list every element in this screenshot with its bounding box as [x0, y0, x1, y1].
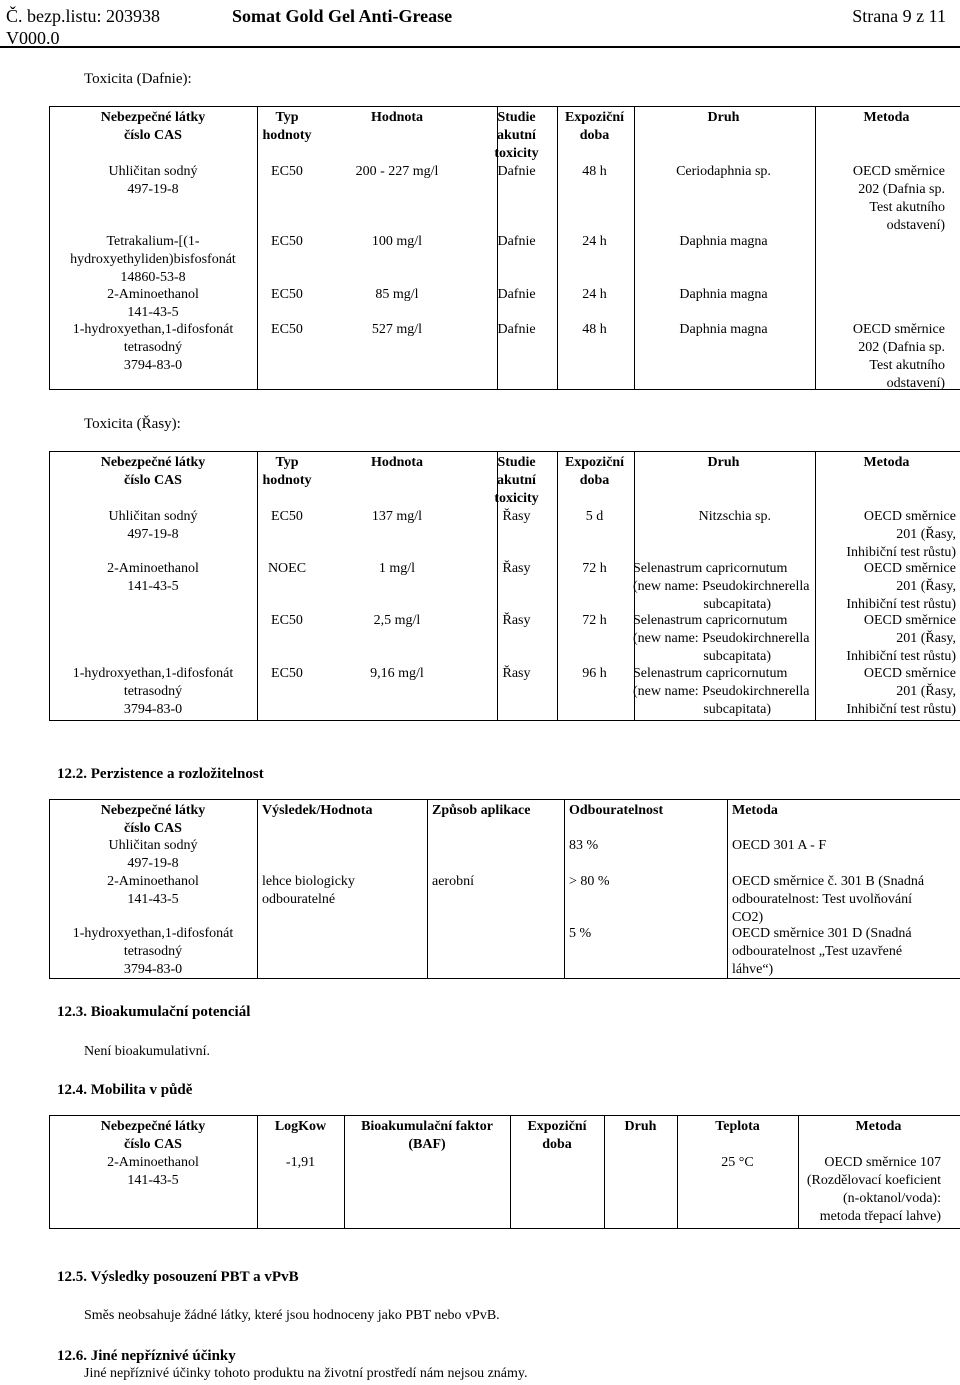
header-method: Metoda — [855, 1119, 902, 1134]
section-title-rasy: Toxicita (Řasy): — [84, 416, 181, 432]
table-cell: Řasy — [502, 666, 531, 681]
product-name: Somat Gold Gel Anti-Grease — [232, 6, 453, 26]
header-type: Typ hodnoty — [262, 110, 312, 143]
document-header — [0, 0, 960, 48]
header-type: Typ hodnoty — [262, 455, 312, 488]
table-cell: 83 % — [569, 838, 599, 853]
table-cell: 85 mg/l — [375, 287, 419, 302]
substance-cell: Uhličitan sodný 497-19-8 — [108, 164, 198, 197]
table-cell: Řasy — [502, 509, 531, 524]
section-title-bioaccumulation: 12.3. Bioakumulační potenciál — [57, 1004, 251, 1020]
substance-cell: 1-hydroxyethan,1-difosfonát tetrasodný 3794-83-0 — [72, 926, 234, 977]
table-cell-method: OECD směrnice 107 (Rozdělovací koeficient (n-oktanol/voda): metoda třepací lahve) — [806, 1155, 941, 1224]
table-cell: Řasy — [502, 561, 531, 576]
table-cell-method: OECD směrnice 201 (Řasy, Inhibiční test růstu) — [846, 561, 956, 612]
header-substance: Nebezpečné látky číslo CAS — [100, 455, 206, 488]
table-cell: Ceriodaphnia sp. — [676, 164, 771, 179]
table-cell-result: lehce biologicky odbouratelné — [262, 874, 355, 907]
header-application: Způsob aplikace — [432, 803, 531, 818]
header-logkow: LogKow — [274, 1119, 327, 1134]
substance-cell: Uhličitan sodný 497-19-8 — [108, 838, 198, 871]
header-method: Metoda — [732, 803, 778, 818]
table-cell: 48 h — [582, 164, 607, 179]
table-cell: OECD 301 A - F — [732, 838, 827, 853]
header-substance: Nebezpečné látky číslo CAS — [100, 110, 206, 143]
table-cell: 48 h — [582, 322, 607, 337]
table-cell: 96 h — [582, 666, 607, 681]
table-cell-method: OECD směrnice 301 D (Snadná odbouratelnost „Test uzavřené láhve“) — [732, 926, 912, 977]
page-number: Strana 9 z 11 — [852, 6, 946, 26]
table-cell: EC50 — [271, 322, 303, 337]
header-study: Studie akutní toxicity — [494, 455, 539, 506]
header-substance: Nebezpečné látky číslo CAS — [100, 1119, 206, 1152]
table-cell: 1 mg/l — [378, 561, 416, 576]
table-cell-method: OECD směrnice č. 301 B (Snadná odbouratelnost: Test uvolňování CO2) — [732, 874, 925, 925]
table-cell: Dafnie — [497, 322, 536, 337]
pbt-text: Směs neobsahuje žádné látky, které jsou hodnoceny jako PBT nebo vPvB. — [84, 1308, 500, 1323]
section-title-pbt: 12.5. Výsledky posouzení PBT a vPvB — [57, 1269, 299, 1285]
header-value: Hodnota — [370, 455, 424, 470]
table-cell: 25 °C — [721, 1155, 754, 1170]
header-exposure: Expoziční doba — [564, 110, 625, 143]
header-study: Studie akutní toxicity — [494, 110, 539, 161]
table-cell: 72 h — [582, 613, 607, 628]
substance-cell: Uhličitan sodný 497-19-8 — [108, 509, 198, 542]
table-cell: Daphnia magna — [679, 234, 768, 249]
table-cell-species: Selenastrum capricornutum (new name: Pseudokirchnerella subcapitata) — [633, 666, 810, 717]
header-species: Druh — [707, 110, 740, 125]
table-cell: -1,91 — [285, 1155, 316, 1170]
table-cell-method: OECD směrnice 201 (Řasy, Inhibiční test růstu) — [846, 509, 956, 560]
header-method: Metoda — [863, 455, 910, 470]
section-title-persistence: 12.2. Perzistence a rozložitelnost — [57, 766, 264, 782]
table-cell: 2,5 mg/l — [373, 613, 421, 628]
table-cell: Daphnia magna — [679, 287, 768, 302]
table-cell-method: OECD směrnice 201 (Řasy, Inhibiční test růstu) — [846, 613, 956, 664]
table-cell: NOEC — [267, 561, 307, 576]
table-cell: Dafnie — [497, 164, 536, 179]
table-cell-species: Selenastrum capricornutum (new name: Pseudokirchnerella subcapitata) — [633, 561, 810, 612]
table-cell: 5 d — [585, 509, 604, 524]
table-cell: 9,16 mg/l — [370, 666, 424, 681]
table-cell: 72 h — [582, 561, 607, 576]
table-cell: 24 h — [582, 287, 607, 302]
table-cell-species: Nitzschia sp. — [698, 509, 771, 524]
version: V000.0 — [6, 28, 60, 48]
header-baf: Bioakumulační faktor (BAF) — [361, 1119, 493, 1152]
table-cell: aerobní — [432, 874, 474, 889]
table-cell: EC50 — [271, 666, 303, 681]
substance-cell: 2-Aminoethanol 141-43-5 — [107, 561, 199, 594]
table-cell-method: OECD směrnice 202 (Dafnia sp. Test akutního odstavení) — [852, 322, 945, 391]
table-cell: 137 mg/l — [371, 509, 423, 524]
header-temperature: Teplota — [715, 1119, 760, 1134]
table-cell-method: OECD směrnice 201 (Řasy, Inhibiční test růstu) — [846, 666, 956, 717]
header-value: Hodnota — [370, 110, 424, 125]
bioaccumulation-text: Není bioakumulativní. — [84, 1044, 210, 1059]
header-exposure: Expoziční doba — [527, 1119, 587, 1152]
table-cell: EC50 — [271, 613, 303, 628]
table-cell: 527 mg/l — [371, 322, 423, 337]
table-cell: EC50 — [271, 164, 303, 179]
table-cell: EC50 — [271, 509, 303, 524]
header-method: Metoda — [863, 110, 910, 125]
table-cell: Daphnia magna — [679, 322, 768, 337]
table-cell-species: Selenastrum capricornutum (new name: Pseudokirchnerella subcapitata) — [633, 613, 810, 664]
table-cell: EC50 — [271, 234, 303, 249]
table-cell: EC50 — [271, 287, 303, 302]
substance-cell: 1-hydroxyethan,1-difosfonát tetrasodný 3794-83-0 — [72, 666, 234, 717]
table-cell: > 80 % — [569, 874, 610, 889]
substance-cell: 2-Aminoethanol 141-43-5 — [107, 1155, 199, 1188]
other-text: Jiné nepříznivé účinky tohoto produktu na životní prostředí nám nejsou známy. — [84, 1366, 528, 1381]
header-species: Druh — [707, 455, 740, 470]
table-cell: Řasy — [502, 613, 531, 628]
substance-cell: Tetrakalium-[(1- hydroxyethyliden)bisfosfonát 14860-53-8 — [70, 234, 236, 285]
section-title-dafnie: Toxicita (Dafnie): — [84, 71, 192, 87]
table-cell: 100 mg/l — [371, 234, 423, 249]
header-species: Druh — [624, 1119, 657, 1134]
table-cell: 200 - 227 mg/l — [355, 164, 439, 179]
substance-cell: 2-Aminoethanol 141-43-5 — [107, 874, 199, 907]
substance-cell: 1-hydroxyethan,1-difosfonát tetrasodný 3794-83-0 — [72, 322, 234, 373]
header-degradability: Odbouratelnost — [569, 803, 664, 818]
table-cell: Dafnie — [497, 234, 536, 249]
header-substance: Nebezpečné látky číslo CAS — [100, 803, 206, 836]
header-result: Výsledek/Hodnota — [262, 803, 373, 818]
header-exposure: Expoziční doba — [564, 455, 625, 488]
section-title-mobility: 12.4. Mobilita v půdě — [57, 1082, 193, 1098]
table-cell-method: OECD směrnice 202 (Dafnia sp. Test akutního odstavení) — [852, 164, 945, 233]
section-title-other: 12.6. Jiné nepříznivé účinky — [57, 1348, 236, 1364]
table-cell: Dafnie — [497, 287, 536, 302]
table-cell: 5 % — [569, 926, 592, 941]
table-cell: 24 h — [582, 234, 607, 249]
sds-number: Č. bezp.listu: 203938 — [6, 6, 160, 26]
substance-cell: 2-Aminoethanol 141-43-5 — [107, 287, 199, 320]
